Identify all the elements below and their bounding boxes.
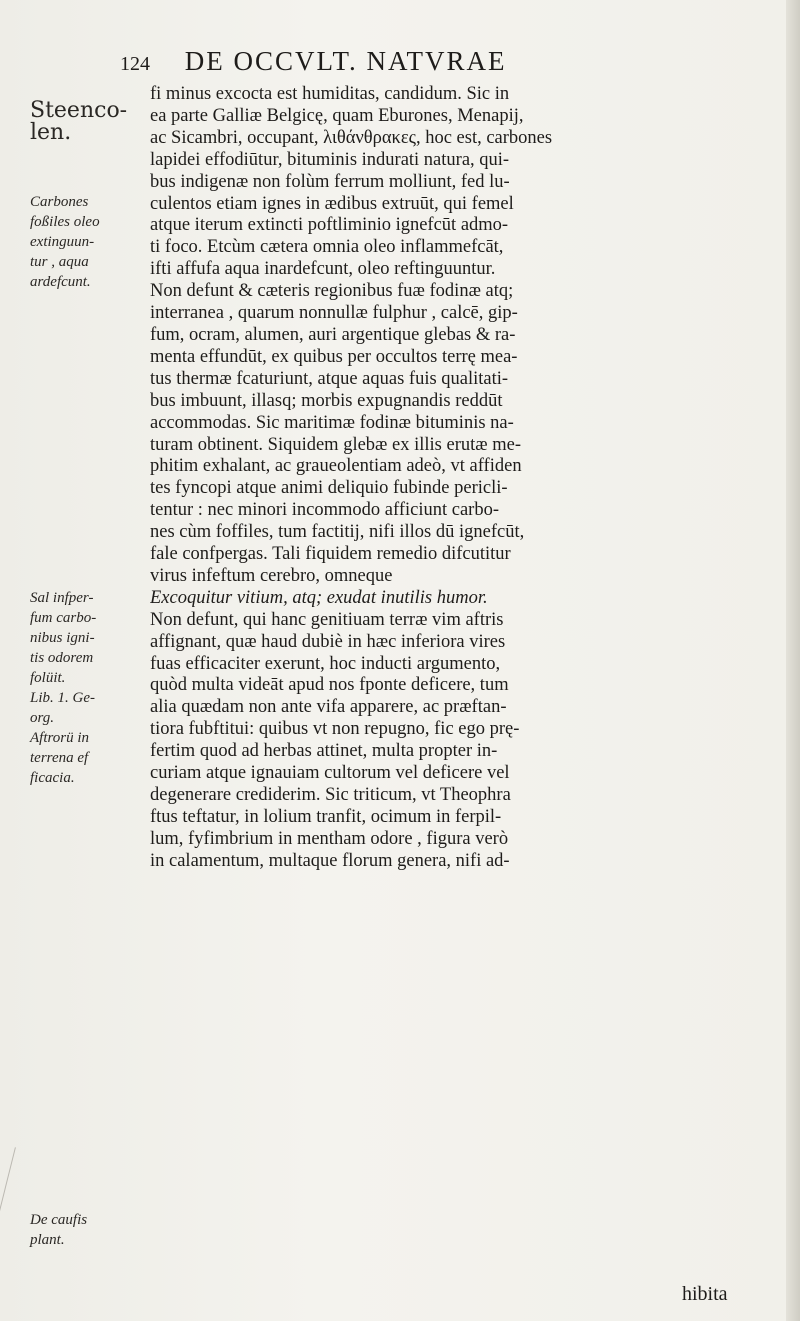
margin-note-line: extinguun- <box>30 234 95 250</box>
text-line: Non defunt & cæteris regionibus fuæ fodinæ atq; <box>150 281 514 302</box>
text-line: bus imbuunt, illasq; morbis expugnandis reddūt <box>150 390 503 411</box>
margin-note-line: ficacia. <box>30 770 75 786</box>
text-line: lapidei effodiūtur, bituminis indurati natura, qui- <box>150 149 510 170</box>
running-header <box>120 46 780 77</box>
margin-note-line: De caufis <box>30 1212 88 1228</box>
margin-note-line: foßiles oleo <box>30 214 100 230</box>
margin-note-line: org. <box>30 710 55 726</box>
margin-note-line: fum carbo- <box>30 610 97 626</box>
text-line: fuas efficaciter exerunt, hoc inducti argumento, <box>150 653 501 674</box>
margin-note-line: tur , aqua <box>30 254 89 270</box>
text-line: fum, ocram, alumen, auri argentique glebas & ra- <box>150 324 516 345</box>
text-line: fi minus excocta est humiditas, candidum. Sic in <box>150 84 510 104</box>
text-line: Non defunt, qui hanc genitiuam terræ vim aftris <box>150 609 504 630</box>
margin-note-line: tis odorem <box>30 650 94 666</box>
text-line: virus infeftum cerebro, omneque <box>150 565 393 586</box>
page-number: 124 <box>120 53 150 75</box>
text-line: alia quædam non ante vifa apparere, ac præftan- <box>150 697 507 718</box>
text-line: ac Sicambri, occupant, λιθάνθρακες, hoc est, carbones <box>150 127 553 148</box>
text-line: phitim exhalant, ac graueolentiam adeò, vt affiden <box>150 456 522 477</box>
margin-note-line: Steenco- <box>30 98 128 123</box>
text-line: tus thermæ fcaturiunt, atque aquas fuis qualitati- <box>150 368 509 389</box>
margin-note-greek <box>30 100 140 144</box>
text-line: atque iterum extincti poftliminio ignefcūt admo- <box>150 215 509 236</box>
text-line: tentur : nec minori incommodo afficiunt carbo- <box>150 500 499 521</box>
margin-note-line: plant. <box>30 1232 65 1248</box>
text-line: lum, fyfimbrium in mentham odore , figura verò <box>150 828 509 849</box>
running-title: DE OCCVLT. NATVRAE <box>184 46 507 76</box>
text-line: bus indigenæ non folùm ferrum molliunt, fed lu- <box>150 171 510 192</box>
margin-note-line: ardefcunt. <box>30 274 91 290</box>
margin-note-line: Lib. 1. Ge- <box>30 690 95 706</box>
main-text <box>150 84 790 873</box>
margin-note-line: terrena ef <box>30 750 89 766</box>
text-line: accommodas. Sic maritimæ fodinæ bituminis na- <box>150 412 514 433</box>
margin-note-de-causis <box>30 1210 140 1250</box>
text-line: interranea , quarum nonnullæ fulphur , calcē, gip- <box>150 303 518 324</box>
text-line: quòd multa videāt apud nos fponte deficere, tum <box>150 675 509 696</box>
text-line: fertim quod ad herbas attinet, multa propter in- <box>150 741 498 762</box>
margin-note-line: folüit. <box>30 670 66 686</box>
margin-note-sal <box>30 588 140 788</box>
text-line: menta effundūt, ex quibus per occultos terrę mea- <box>150 346 518 367</box>
text-line: nes cùm foffiles, tum factitij, nifi illos dū ignefcūt, <box>150 522 525 543</box>
text-line: curiam atque ignauiam cultorum vel deficere vel <box>150 763 510 784</box>
text-line: turam obtinent. Siquidem glebæ ex illis erutæ me- <box>150 434 521 455</box>
margin-note-carbones <box>30 192 140 292</box>
text-line: ti foco. Etcùm cætera omnia oleo inflammefcāt, <box>150 237 504 258</box>
margin-note-line: Sal infper- <box>30 590 94 606</box>
text-line: tiora fubftitui: quibus vt non repugno, fic ego prę- <box>150 719 520 740</box>
text-line: degenerare crediderim. Sic triticum, vt Theophra <box>150 785 511 805</box>
text-line: culentos etiam ignes in ædibus extruūt, qui femel <box>150 193 514 214</box>
text-line: Excoquitur vitium, atq; exudat inutilis humor. <box>150 587 488 608</box>
catchword: hibita <box>682 1283 728 1305</box>
text-line: ifti affufa aqua inardefcunt, oleo reftinguuntur. <box>150 259 496 280</box>
text-line: ea parte Galliæ Belgicę, quam Eburones, Menapij, <box>150 105 524 126</box>
text-line: affignant, quæ haud dubiè in hæc inferiora vires <box>150 631 506 652</box>
text-line: ftus teftatur, in lolium tranfit, ocimum in ferpil- <box>150 806 502 827</box>
margin-note-line: len. <box>30 120 72 145</box>
text-line: in calamentum, multaque florum genera, nifi ad- <box>150 850 510 871</box>
margin-note-line: Aftrorü in <box>30 730 90 746</box>
margin-note-line: Carbones <box>30 194 89 210</box>
text-line: tes fyncopi atque animi deliquio fubinde pericli- <box>150 478 508 499</box>
text-line: fale confpergas. Tali fiquidem remedio difcutitur <box>150 544 511 565</box>
margin-note-line: nibus igni- <box>30 630 95 646</box>
